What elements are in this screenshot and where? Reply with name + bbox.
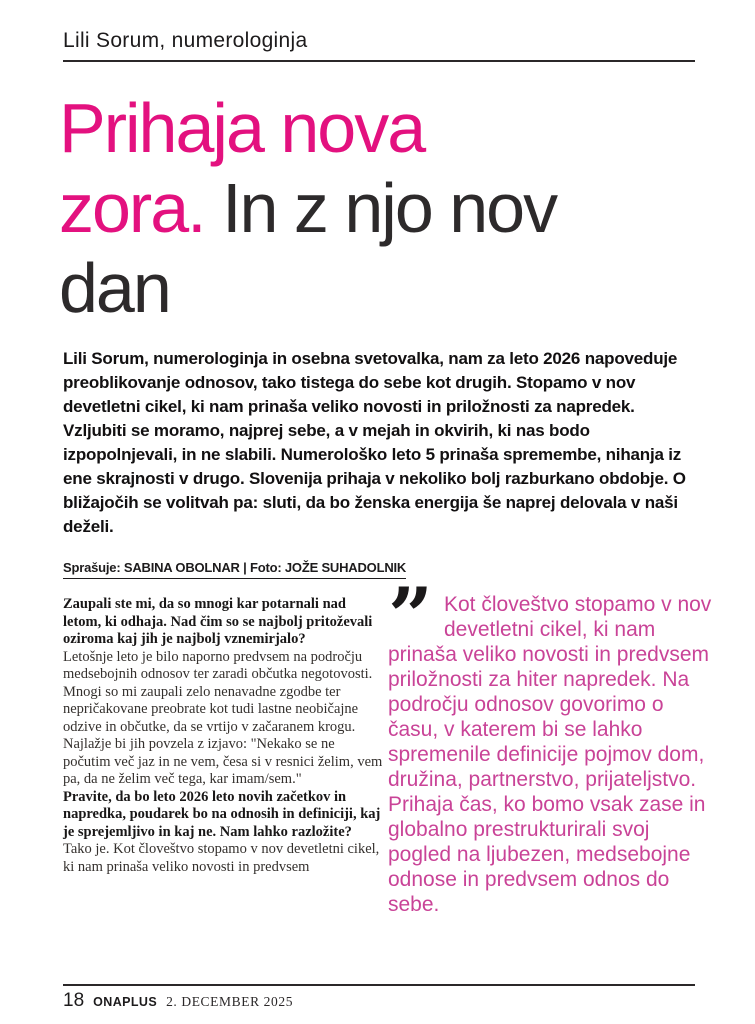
quote-icon: ” [388, 571, 433, 662]
page-number: 18 [63, 990, 85, 1011]
headline-line-1 [59, 88, 556, 168]
pull-quote-text: Kot človeštvo stopamo v nov devetletni cikel, ki nam prinaša veliko novosti in predvsem priložnosti za hiter napredek. Na področju odnosov govorimo o času, v katerem bi se lahko spremenile definicije pojmov dom, družina, partnerstvo, prijateljstvo. Prihaja čas, ko bomo vsak zase in globalno prestrukturirali svoj pogled na ljubezen, medsebojne odnose in predvsem odnos do sebe. [388, 593, 712, 916]
headline-black-text: dan [59, 249, 170, 327]
answer-1: Letošnje leto je bilo naporno predvsem na področju medsebojnih odnosov ter zaradi občutka negotovosti. Mnogi so mi zaupali zelo nenavadne zgodbe ter nepričakovane preobrate kot tudi lastne neobičajne odzive in občutke, da se vrtijo v začaranem krogu. Najlažje bi jih povzela z izjavo: "Nekako se ne počutim več jaz in ne vem, česa si v resnici želim, vem pa, da ne želim več tega, kar imam/sem." [63, 648, 383, 787]
headline-pink-text: Prihaja nova [59, 89, 425, 167]
intro-paragraph: Lili Sorum, numerologinja in osebna svetovalka, nam za leto 2026 napoveduje preoblikovanje odnosov, tako tistega do sebe kot drugih. Stopamo v nov devetletni cikel, ki nam prinaša veliko novosti in priložnosti za napredek. Vzljubiti se moramo, najprej sebe, a v mejah in okvirih, ki nas bodo izpopolnjevali, in ne slabili. Numerološko leto 5 prinaša spremembe, nihanja iz ene skrajnosti v drugo. Slovenija prihaja v nekoliko bolj razburkano obdobje. O bližajočih se volitvah pa: sluti, da bo ženska energija še naprej delovala v naši deželi. [63, 349, 686, 536]
pull-quote [388, 571, 714, 917]
question-2: Pravite, da bo leto 2026 leto novih začetkov in napredka, poudarek bo na odnosih in definiciji, kaj je sprejemljivo in kaj ne. Nam lahko razložite? [63, 788, 381, 840]
footer-rule [63, 984, 695, 986]
answer-2: Tako je. Kot človeštvo stopamo v nov devetletni cikel, ki nam prinaša veliko novosti in predvsem [63, 841, 380, 875]
headline-line-3 [59, 248, 556, 328]
headline [59, 88, 556, 328]
kicker-rule [63, 60, 695, 62]
question-1: Zaupali ste mi, da so mnogi kar potarnali nad letom, ki odhaja. Nad čim so se najbolj pritoževali oziroma kaj jih je najbolj vznemirjalo? [63, 596, 373, 647]
article-column [63, 596, 383, 876]
issue-date: 2. DECEMBER 2025 [166, 994, 294, 1009]
headline-black-text: In z njo nov [204, 169, 557, 247]
headline-pink-text: zora. [59, 169, 205, 247]
footer [63, 990, 293, 1012]
magazine-name: ONAPLUS [93, 995, 158, 1009]
kicker: Lili Sorum, numerologinja [63, 29, 308, 52]
credit-line: Sprašuje: SABINA OBOLNAR | Foto: JOŽE SUHADOLNIK [63, 560, 406, 579]
headline-line-2 [59, 168, 556, 248]
